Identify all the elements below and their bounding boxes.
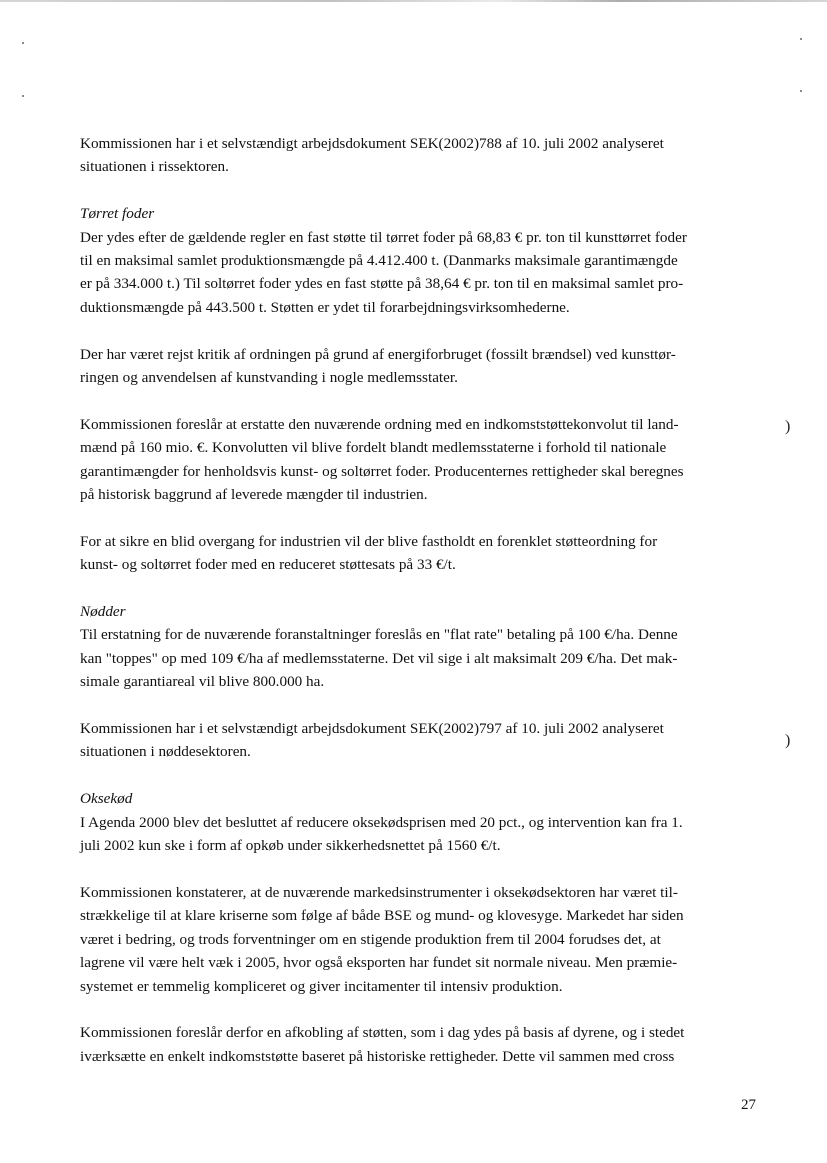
text-line: Der ydes efter de gældende regler en fast støtte til tørret foder på 68,83 € pr. ton til kunsttørret foder [80,228,687,246]
text-line: Der har været rejst kritik af ordningen på grund af energiforbruget (fossilt brændsel) ved kunsttør- [80,345,676,363]
text-line: duktionsmængde på 443.500 t. Støtten er ydet til forarbejdningsvirksomhederne. [80,298,570,316]
text-line: er på 334.000 t.) Til soltørret foder ydes en fast støtte på 38,64 € pr. ton til en maksimal samlet pro- [80,275,684,293]
text-line: været i bedring, og trods forventninger om en stigende produktion frem til 2004 forudses det, at [80,930,661,948]
text-line: Kommissionen foreslår derfor en afkobling af støtten, som i dag ydes på basis af dyrene, og i stedet [80,1024,685,1042]
paragraph [80,202,760,319]
scan-speck [22,42,24,44]
margin-bracket-mark: ) [785,418,791,435]
paragraph [80,413,760,507]
text-line: til en maksimal samlet produktionsmængde på 4.412.400 t. (Danmarks maksimale garantimængde [80,252,678,270]
text-line: mænd på 160 mio. €. Konvolutten vil blive fordelt blandt medlemsstaterne i forhold til nationale [80,439,667,457]
section-heading: Oksekød [80,790,133,808]
section-heading: Nødder [80,603,126,621]
paragraph [80,717,760,764]
paragraph [80,132,760,179]
paragraph [80,600,760,694]
scan-speck [800,90,802,92]
scan-speck [800,38,802,40]
text-line: kan "toppes" op med 109 €/ha af medlemsstaterne. Det vil sige i alt maksimalt 209 €/ha. Det mak- [80,649,678,667]
text-line: situationen i nøddesektoren. [80,743,251,761]
text-line: systemet er temmelig kompliceret og giver incitamenter til intensiv produktion. [80,977,563,995]
paragraph [80,1021,760,1068]
paragraph [80,881,760,998]
scan-speck [22,95,24,97]
text-line: Kommissionen har i et selvstændigt arbejdsdokument SEK(2002)788 af 10. juli 2002 analyseret [80,135,664,152]
text-line: strækkelige til at klare kriserne som følge af både BSE og mund- og klovesyge. Markedet har siden [80,907,684,925]
text-line: simale garantiareal vil blive 800.000 ha. [80,673,325,691]
text-line: iværksætte en enkelt indkomststøtte baseret på historiske rettigheder. Dette vil sammen med cross [80,1047,675,1065]
scan-top-edge [0,0,827,2]
margin-bracket-mark: ) [785,732,791,749]
paragraph [80,787,760,857]
paragraph [80,530,760,577]
text-line: ringen og anvendelsen af kunstvanding i nogle medlemsstater. [80,369,458,387]
page-number: 27 [741,1097,756,1113]
text-line: For at sikre en blid overgang for industrien vil der blive fastholdt en forenklet støtteordning for [80,532,658,550]
paragraph [80,343,760,390]
document-body [80,132,760,1092]
text-line: kunst- og soltørret foder med en reduceret støttesats på 33 €/t. [80,556,456,574]
text-line: juli 2002 kun ske i form af opkøb under sikkerhedsnettet på 1560 €/t. [80,837,501,855]
section-heading: Tørret foder [80,205,155,223]
text-line: på historisk baggrund af leverede mængder til industrien. [80,486,428,504]
text-line: I Agenda 2000 blev det besluttet af reducere oksekødsprisen med 20 pct., og intervention kan fra 1. [80,813,683,831]
text-line: situationen i rissektoren. [80,158,229,176]
text-line: Kommissionen konstaterer, at de nuværende markedsinstrumenter i oksekødsektoren har været til- [80,883,678,901]
text-line: Til erstatning for de nuværende foranstaltninger foreslås en "flat rate" betaling på 100 €/ha. Denne [80,626,678,644]
text-line: garantimængder for henholdsvis kunst- og soltørret foder. Producenternes rettigheder skal beregnes [80,462,684,480]
text-line: Kommissionen har i et selvstændigt arbejdsdokument SEK(2002)797 af 10. juli 2002 analyseret [80,720,664,738]
text-line: lagrene vil være helt væk i 2005, hvor også eksporten har fundet sit normale niveau. Men præmie- [80,954,678,972]
text-line: Kommissionen foreslår at erstatte den nuværende ordning med en indkomststøttekonvolut til land- [80,415,679,433]
